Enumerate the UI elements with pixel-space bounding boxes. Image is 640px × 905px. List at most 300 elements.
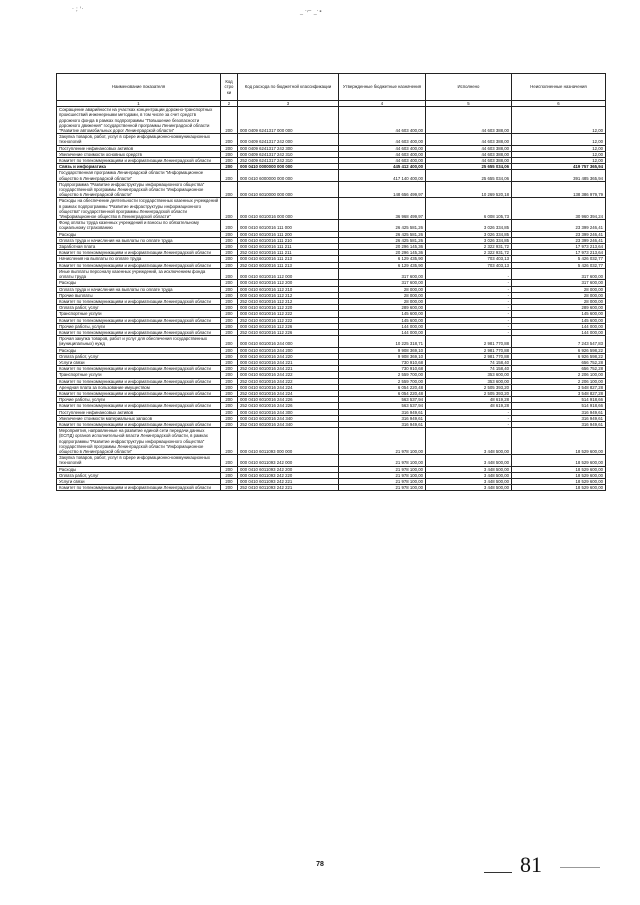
budget-report-table bbox=[56, 73, 606, 491]
row-name: Расходы bbox=[57, 231, 221, 237]
table-row bbox=[57, 220, 606, 231]
row-undone: 2 206 100,00 bbox=[512, 378, 606, 384]
row-done: 74 158,40 bbox=[426, 366, 512, 372]
row-klass: 000 0410 6010016 112 212 bbox=[238, 292, 339, 298]
row-name: Комитет по телекоммуникациям и информатизации Ленинградской области bbox=[57, 329, 221, 335]
row-code: 200 bbox=[221, 372, 238, 378]
row-undone: 419 757 365,94 bbox=[512, 164, 606, 170]
row-klass: 000 0410 6010016 112 000 bbox=[238, 268, 339, 279]
row-approved: 6 129 435,90 bbox=[339, 256, 426, 262]
page-number: 78 bbox=[316, 861, 324, 868]
row-klass: 252 0410 6010016 112 222 bbox=[238, 317, 339, 323]
row-name: Прочая закупка товаров, работ и услуг для обеспечения государственных (муниципальных) нужд bbox=[57, 336, 221, 347]
row-code: 200 bbox=[221, 384, 238, 390]
row-name: Арендная плата за пользование имуществом bbox=[57, 384, 221, 390]
row-code: 200 bbox=[221, 220, 238, 231]
row-klass: 000 0410 6010016 112 200 bbox=[238, 280, 339, 286]
row-approved: 26 425 581,26 bbox=[339, 231, 426, 237]
column-number: 3 bbox=[238, 101, 339, 107]
row-approved: 6 129 435,90 bbox=[339, 262, 426, 268]
row-code: 200 bbox=[221, 198, 238, 220]
row-name: Закупка товаров, работ, услуг в сфере информационно-коммуникационных технологий bbox=[57, 455, 221, 466]
row-done: 3 448 500,00 bbox=[426, 479, 512, 485]
row-undone: 656 752,28 bbox=[512, 366, 606, 372]
row-name: Мероприятия, направленные на развитие единой сети передачи данных (ЕСПД) органов исполнительной власти Ленинградской области, в рамках подпрограммы "Развитие инфраструктуры информационного общества" государственной программы Ленинградской области "Информационное общество в Ленинградской области" bbox=[57, 428, 221, 455]
row-approved: 2 559 700,00 bbox=[339, 378, 426, 384]
row-approved: 316 949,61 bbox=[339, 421, 426, 427]
row-name: Начисления на выплаты по оплате труда bbox=[57, 256, 221, 262]
row-klass: 000 0410 6010016 112 226 bbox=[238, 323, 339, 329]
row-approved: 21 978 100,00 bbox=[339, 485, 426, 491]
row-klass: 000 0410 6011093 242 220 bbox=[238, 472, 339, 478]
table-row bbox=[57, 170, 606, 181]
row-done: 3 448 500,00 bbox=[426, 428, 512, 455]
row-klass: 252 0409 6241317 242 310 bbox=[238, 158, 339, 164]
row-code: 200 bbox=[221, 359, 238, 365]
row-klass: 000 0410 6011093 242 200 bbox=[238, 466, 339, 472]
column-number: 4 bbox=[339, 101, 426, 107]
row-undone: 316 949,61 bbox=[512, 415, 606, 421]
row-name: Оплата работ, услуг bbox=[57, 305, 221, 311]
header-klass: Код расхода по бюджетной классификации bbox=[238, 74, 339, 101]
row-done: 2 322 931,72 bbox=[426, 244, 512, 250]
row-approved: 36 968 499,97 bbox=[339, 198, 426, 220]
row-done: - bbox=[426, 421, 512, 427]
row-code: 200 bbox=[221, 390, 238, 396]
header-row bbox=[57, 74, 606, 101]
row-undone: 2 206 100,00 bbox=[512, 372, 606, 378]
row-done: - bbox=[426, 268, 512, 279]
row-undone: 144 000,00 bbox=[512, 323, 606, 329]
row-done: - bbox=[426, 317, 512, 323]
row-approved: 563 537,94 bbox=[339, 403, 426, 409]
row-code: 200 bbox=[221, 268, 238, 279]
row-undone: 145 600,00 bbox=[512, 317, 606, 323]
row-klass: 252 0410 6010016 111 213 bbox=[238, 262, 339, 268]
row-name: Оплата труда и начисления на выплаты по оплате труда bbox=[57, 237, 221, 243]
row-done: 44 603 388,00 bbox=[426, 151, 512, 157]
row-undone: 7 243 547,83 bbox=[512, 336, 606, 347]
row-name: Расходы bbox=[57, 466, 221, 472]
header-name: Наименование показателя bbox=[57, 74, 221, 101]
row-code: 200 bbox=[221, 286, 238, 292]
row-klass: 000 0409 6241317 242 000 bbox=[238, 134, 339, 145]
handwritten-dash bbox=[484, 872, 512, 873]
row-name: Поступление нефинансовых активов bbox=[57, 145, 221, 151]
table-row bbox=[57, 268, 606, 279]
header-undone: Неисполненные назначения bbox=[512, 74, 606, 101]
row-undone: 28 000,00 bbox=[512, 292, 606, 298]
row-code: 200 bbox=[221, 317, 238, 323]
row-done: 44 603 388,00 bbox=[426, 145, 512, 151]
row-klass: 000 0410 6010016 000 000 bbox=[238, 198, 339, 220]
row-undone: 28 000,00 bbox=[512, 286, 606, 292]
row-klass: 000 0410 6000000 000 000 bbox=[238, 170, 339, 181]
row-klass: 252 0410 6010016 244 222 bbox=[238, 378, 339, 384]
row-undone: 23 399 246,41 bbox=[512, 220, 606, 231]
row-approved: 21 978 100,00 bbox=[339, 479, 426, 485]
row-klass: 000 0410 6010016 244 340 bbox=[238, 415, 339, 421]
row-name: Сокращение аварийности на участках концентрации дорожно-транспортных происшествий инженерными методами, в том числе за счет средств дорожного фонда в рамках подпрограммы "Повышение безопасности дорожного движения" государственной программы Ленинградской области "Развитие автомобильных дорог Ленинградской области" bbox=[57, 107, 221, 134]
row-undone: 12,00 bbox=[512, 151, 606, 157]
row-approved: 28 000,00 bbox=[339, 292, 426, 298]
row-code: 200 bbox=[221, 336, 238, 347]
row-approved: 289 600,00 bbox=[339, 305, 426, 311]
row-undone: 12,00 bbox=[512, 134, 606, 145]
row-approved: 316 949,61 bbox=[339, 409, 426, 415]
row-code: 200 bbox=[221, 280, 238, 286]
row-done: 353 600,00 bbox=[426, 378, 512, 384]
row-klass: 000 0410 6010016 244 222 bbox=[238, 372, 339, 378]
row-done: 6 008 105,73 bbox=[426, 198, 512, 220]
row-code: 200 bbox=[221, 256, 238, 262]
row-undone: 317 600,00 bbox=[512, 268, 606, 279]
row-name: Увеличение стоимости материальных запасов bbox=[57, 415, 221, 421]
row-approved: 6 054 220,48 bbox=[339, 384, 426, 390]
row-done: 25 655 034,06 bbox=[426, 170, 512, 181]
column-number: 5 bbox=[426, 101, 512, 107]
row-approved: 6 054 220,48 bbox=[339, 390, 426, 396]
scan-mark-top-left: · ; '· bbox=[72, 6, 84, 13]
row-undone: 23 399 246,41 bbox=[512, 231, 606, 237]
sheet-number: 81 bbox=[520, 852, 542, 877]
row-code: 200 bbox=[221, 378, 238, 384]
row-undone: 316 949,61 bbox=[512, 409, 606, 415]
row-name: Комитет по телекоммуникациям и информатизации Ленинградской области bbox=[57, 298, 221, 304]
row-undone: 656 752,28 bbox=[512, 359, 606, 365]
row-undone: 18 529 600,00 bbox=[512, 472, 606, 478]
row-done: - bbox=[426, 280, 512, 286]
row-approved: 44 603 400,00 bbox=[339, 145, 426, 151]
row-klass: 000 0410 6010000 000 000 bbox=[238, 181, 339, 198]
row-undone: 5 426 032,77 bbox=[512, 256, 606, 262]
row-approved: 730 910,68 bbox=[339, 359, 426, 365]
row-code: 200 bbox=[221, 170, 238, 181]
row-klass: 252 0410 6010016 244 224 bbox=[238, 390, 339, 396]
row-undone: 289 600,00 bbox=[512, 305, 606, 311]
row-undone: 18 529 600,00 bbox=[512, 479, 606, 485]
row-done: - bbox=[426, 286, 512, 292]
row-done: 703 403,13 bbox=[426, 256, 512, 262]
row-klass: 000 0410 6011093 242 000 bbox=[238, 455, 339, 466]
row-code: 200 bbox=[221, 298, 238, 304]
row-approved: 145 600,00 bbox=[339, 311, 426, 317]
row-name: Транспортные услуги bbox=[57, 372, 221, 378]
row-done: 353 600,00 bbox=[426, 372, 512, 378]
row-klass: 000 0410 6010016 112 222 bbox=[238, 311, 339, 317]
row-approved: 10 225 318,71 bbox=[339, 336, 426, 347]
row-approved: 21 978 100,00 bbox=[339, 472, 426, 478]
row-klass: 000 0410 6010016 111 200 bbox=[238, 231, 339, 237]
row-name: Иные выплаты персоналу казенных учреждений, за исключением фонда оплаты труда bbox=[57, 268, 221, 279]
header-done: Исполнено bbox=[426, 74, 512, 101]
row-done: 48 619,28 bbox=[426, 403, 512, 409]
row-approved: 44 603 400,00 bbox=[339, 134, 426, 145]
row-undone: 23 399 246,41 bbox=[512, 237, 606, 243]
row-approved: 317 600,00 bbox=[339, 268, 426, 279]
row-klass: 000 0410 6010016 112 220 bbox=[238, 305, 339, 311]
row-code: 200 bbox=[221, 485, 238, 491]
row-approved: 144 000,00 bbox=[339, 323, 426, 329]
row-done: - bbox=[426, 311, 512, 317]
row-klass: 252 0410 6010016 244 221 bbox=[238, 366, 339, 372]
row-name: Транспортные услуги bbox=[57, 311, 221, 317]
row-approved: 21 978 100,00 bbox=[339, 455, 426, 466]
row-done: 703 403,13 bbox=[426, 262, 512, 268]
row-code: 200 bbox=[221, 415, 238, 421]
row-done: 2 981 770,88 bbox=[426, 353, 512, 359]
header-approved: Утвержденные бюджетные назначения bbox=[339, 74, 426, 101]
row-klass: 000 0409 6241317 000 000 bbox=[238, 107, 339, 134]
row-name: Связь и информатика bbox=[57, 164, 221, 170]
row-code: 200 bbox=[221, 428, 238, 455]
row-klass: 000 0410 6010016 244 000 bbox=[238, 336, 339, 347]
row-approved: 21 978 100,00 bbox=[339, 466, 426, 472]
row-done: 10 269 520,18 bbox=[426, 181, 512, 198]
table-row bbox=[57, 485, 606, 491]
row-done: - bbox=[426, 323, 512, 329]
row-undone: 17 973 213,64 bbox=[512, 250, 606, 256]
row-approved: 20 296 145,36 bbox=[339, 250, 426, 256]
row-name: Оплата работ, услуг bbox=[57, 353, 221, 359]
row-klass: 252 0410 6010016 112 226 bbox=[238, 329, 339, 335]
row-code: 200 bbox=[221, 479, 238, 485]
column-number: 2 bbox=[221, 101, 238, 107]
row-klass: 000 0410 6010016 244 221 bbox=[238, 359, 339, 365]
row-klass: 000 0410 6011093 000 000 bbox=[238, 428, 339, 455]
row-undone: 3 548 827,28 bbox=[512, 390, 606, 396]
corner-rule bbox=[560, 867, 600, 868]
row-klass: 252 0410 6011093 242 221 bbox=[238, 485, 339, 491]
row-approved: 9 908 369,10 bbox=[339, 353, 426, 359]
row-approved: 20 296 145,36 bbox=[339, 244, 426, 250]
row-done: 2 981 770,88 bbox=[426, 347, 512, 353]
row-done: 44 603 388,00 bbox=[426, 158, 512, 164]
row-approved: 316 949,61 bbox=[339, 415, 426, 421]
row-undone: 317 600,00 bbox=[512, 280, 606, 286]
row-done: 2 322 931,72 bbox=[426, 250, 512, 256]
row-name: Оплата труда и начисления на выплаты по оплате труда bbox=[57, 286, 221, 292]
row-name: Расходы на обеспечение деятельности государственных казенных учреждений в рамках подпрограммы "Развитие инфраструктуры информационного общества" государственной программы Ленинградской области "Информационное общество в Ленинградской области" bbox=[57, 198, 221, 220]
row-done: - bbox=[426, 415, 512, 421]
table-row bbox=[57, 455, 606, 466]
column-number: 6 bbox=[512, 101, 606, 107]
row-approved: 44 603 400,00 bbox=[339, 158, 426, 164]
row-code: 200 bbox=[221, 292, 238, 298]
row-klass: 000 0410 6010016 111 211 bbox=[238, 244, 339, 250]
row-undone: 145 600,00 bbox=[512, 311, 606, 317]
row-name: Государственная программа Ленинградской области "Информационное общество в Ленинградской области" bbox=[57, 170, 221, 181]
row-code: 200 bbox=[221, 151, 238, 157]
row-name: Услуги связи bbox=[57, 359, 221, 365]
row-name: Комитет по телекоммуникациям и информатизации Ленинградской области bbox=[57, 317, 221, 323]
row-done: - bbox=[426, 305, 512, 311]
row-code: 200 bbox=[221, 366, 238, 372]
row-approved: 28 000,00 bbox=[339, 298, 426, 304]
row-undone: 18 529 600,00 bbox=[512, 466, 606, 472]
row-name: Комитет по телекоммуникациям и информатизации Ленинградской области bbox=[57, 250, 221, 256]
row-approved: 317 600,00 bbox=[339, 280, 426, 286]
row-done: 3 026 334,85 bbox=[426, 231, 512, 237]
row-name: Услуги связи bbox=[57, 479, 221, 485]
row-undone: 3 548 827,28 bbox=[512, 384, 606, 390]
report-body bbox=[57, 107, 606, 491]
row-name: Прочие выплаты bbox=[57, 292, 221, 298]
row-done: 44 603 388,00 bbox=[426, 134, 512, 145]
row-approved: 145 600,00 bbox=[339, 317, 426, 323]
row-undone: 18 529 600,00 bbox=[512, 485, 606, 491]
row-code: 200 bbox=[221, 134, 238, 145]
row-code: 200 bbox=[221, 158, 238, 164]
row-undone: 28 000,00 bbox=[512, 298, 606, 304]
table-row bbox=[57, 107, 606, 134]
row-approved: 26 425 581,26 bbox=[339, 237, 426, 243]
row-done: - bbox=[426, 409, 512, 415]
row-code: 200 bbox=[221, 237, 238, 243]
row-done: 2 505 393,20 bbox=[426, 390, 512, 396]
row-name: Поступление нефинансовых активов bbox=[57, 409, 221, 415]
row-approved: 730 910,68 bbox=[339, 366, 426, 372]
column-number: 1 bbox=[57, 101, 221, 107]
row-code: 200 bbox=[221, 244, 238, 250]
row-klass: 000 0410 6010016 244 224 bbox=[238, 384, 339, 390]
row-klass: 000 0409 6241317 242 310 bbox=[238, 151, 339, 157]
row-undone: 18 529 600,00 bbox=[512, 455, 606, 466]
row-name: Комитет по телекоммуникациям и информатизации Ленинградской области bbox=[57, 158, 221, 164]
row-done: 25 655 034,06 bbox=[426, 164, 512, 170]
row-approved: 445 412 400,00 bbox=[339, 164, 426, 170]
row-undone: 12,00 bbox=[512, 145, 606, 151]
row-name: Расходы bbox=[57, 347, 221, 353]
row-code: 200 bbox=[221, 347, 238, 353]
row-code: 200 bbox=[221, 403, 238, 409]
row-approved: 2 559 700,00 bbox=[339, 372, 426, 378]
row-done: 3 026 334,85 bbox=[426, 237, 512, 243]
row-code: 200 bbox=[221, 466, 238, 472]
row-name: Заработная плата bbox=[57, 244, 221, 250]
row-approved: 44 603 400,00 bbox=[339, 107, 426, 134]
row-code: 200 bbox=[221, 472, 238, 478]
row-klass: 252 0410 6010016 244 226 bbox=[238, 403, 339, 409]
row-klass: 000 0410 6010016 244 220 bbox=[238, 353, 339, 359]
row-klass: 000 0410 6010016 244 226 bbox=[238, 397, 339, 403]
row-done: 74 158,40 bbox=[426, 359, 512, 365]
row-klass: 000 0410 6010016 111 000 bbox=[238, 220, 339, 231]
row-approved: 148 656 499,97 bbox=[339, 181, 426, 198]
row-klass: 252 0410 6010016 111 211 bbox=[238, 250, 339, 256]
row-approved: 144 000,00 bbox=[339, 329, 426, 335]
row-name: Комитет по телекоммуникациям и информатизации Ленинградской области bbox=[57, 378, 221, 384]
row-undone: 391 485 365,94 bbox=[512, 170, 606, 181]
row-done: 2 981 770,88 bbox=[426, 336, 512, 347]
table-row bbox=[57, 198, 606, 220]
row-code: 200 bbox=[221, 145, 238, 151]
row-undone: 144 000,00 bbox=[512, 329, 606, 335]
row-undone: 514 918,66 bbox=[512, 403, 606, 409]
header-code: Код стро ки bbox=[221, 74, 238, 101]
row-undone: 316 949,61 bbox=[512, 421, 606, 427]
row-klass: 000 0410 6010016 111 210 bbox=[238, 237, 339, 243]
row-done: 48 619,28 bbox=[426, 397, 512, 403]
row-code: 200 bbox=[221, 305, 238, 311]
row-done: - bbox=[426, 292, 512, 298]
row-klass: 000 0410 6010016 244 200 bbox=[238, 347, 339, 353]
row-undone: 6 926 598,22 bbox=[512, 347, 606, 353]
row-code: 200 bbox=[221, 323, 238, 329]
row-code: 200 bbox=[221, 262, 238, 268]
row-klass: 000 0410 6010016 244 300 bbox=[238, 409, 339, 415]
scan-mark-top-center: _ ·⌐ _·∙ bbox=[300, 8, 323, 15]
row-name: Фонд оплаты труда казенных учреждений и взносы по обязательному социальному страхованию bbox=[57, 220, 221, 231]
row-code: 200 bbox=[221, 107, 238, 134]
row-done: 3 448 500,00 bbox=[426, 466, 512, 472]
row-name: Комитет по телекоммуникациям и информатизации Ленинградской области bbox=[57, 485, 221, 491]
row-undone: 138 386 979,79 bbox=[512, 181, 606, 198]
row-name: Прочие работы, услуги bbox=[57, 397, 221, 403]
row-klass: 000 0410 6010016 111 213 bbox=[238, 256, 339, 262]
row-undone: 12,00 bbox=[512, 158, 606, 164]
row-name: Прочие работы, услуги bbox=[57, 323, 221, 329]
table-row bbox=[57, 134, 606, 145]
row-code: 200 bbox=[221, 397, 238, 403]
row-klass: 252 0410 6010016 112 212 bbox=[238, 298, 339, 304]
row-undone: 12,00 bbox=[512, 107, 606, 134]
row-undone: 514 918,66 bbox=[512, 397, 606, 403]
row-name: Оплата работ, услуг bbox=[57, 472, 221, 478]
row-undone: 18 529 600,00 bbox=[512, 428, 606, 455]
row-approved: 417 140 400,00 bbox=[339, 170, 426, 181]
row-done: 2 505 393,20 bbox=[426, 384, 512, 390]
row-klass: 000 0410 0000000 000 000 bbox=[238, 164, 339, 170]
row-name: Комитет по телекоммуникациям и информатизации Ленинградской области bbox=[57, 262, 221, 268]
row-code: 200 bbox=[221, 455, 238, 466]
row-done: - bbox=[426, 298, 512, 304]
row-code: 200 bbox=[221, 329, 238, 335]
row-name: Расходы bbox=[57, 280, 221, 286]
row-name: Закупка товаров, работ, услуг в сфере информационно-коммуникационных технологий bbox=[57, 134, 221, 145]
table-row bbox=[57, 181, 606, 198]
row-done: - bbox=[426, 329, 512, 335]
row-code: 200 bbox=[221, 353, 238, 359]
row-name: Комитет по телекоммуникациям и информатизации Ленинградской области bbox=[57, 403, 221, 409]
row-name: Комитет по телекоммуникациям и информатизации Ленинградской области bbox=[57, 390, 221, 396]
row-code: 200 bbox=[221, 409, 238, 415]
row-code: 200 bbox=[221, 311, 238, 317]
row-done: 44 603 388,00 bbox=[426, 107, 512, 134]
row-undone: 17 973 213,64 bbox=[512, 244, 606, 250]
row-name: Подпрограмма "Развитие инфраструктуры информационного общества" государственной программы Ленинградской области "Информационное общество в Ленинградской области" bbox=[57, 181, 221, 198]
row-approved: 563 537,94 bbox=[339, 397, 426, 403]
row-approved: 21 978 100,00 bbox=[339, 428, 426, 455]
row-klass: 252 0410 6010016 244 340 bbox=[238, 421, 339, 427]
row-undone: 5 426 032,77 bbox=[512, 262, 606, 268]
row-code: 200 bbox=[221, 250, 238, 256]
row-done: 3 448 500,00 bbox=[426, 455, 512, 466]
row-code: 200 bbox=[221, 181, 238, 198]
row-undone: 30 960 394,24 bbox=[512, 198, 606, 220]
table-row bbox=[57, 428, 606, 455]
row-name: Комитет по телекоммуникациям и информатизации Ленинградской области bbox=[57, 421, 221, 427]
row-code: 200 bbox=[221, 231, 238, 237]
row-approved: 9 908 369,10 bbox=[339, 347, 426, 353]
row-klass: 000 0410 6011093 242 221 bbox=[238, 479, 339, 485]
row-approved: 28 000,00 bbox=[339, 286, 426, 292]
row-undone: 6 926 598,22 bbox=[512, 353, 606, 359]
row-name: Комитет по телекоммуникациям и информатизации Ленинградской области bbox=[57, 366, 221, 372]
row-done: 3 448 500,00 bbox=[426, 472, 512, 478]
row-code: 200 bbox=[221, 421, 238, 427]
row-approved: 44 603 400,00 bbox=[339, 151, 426, 157]
